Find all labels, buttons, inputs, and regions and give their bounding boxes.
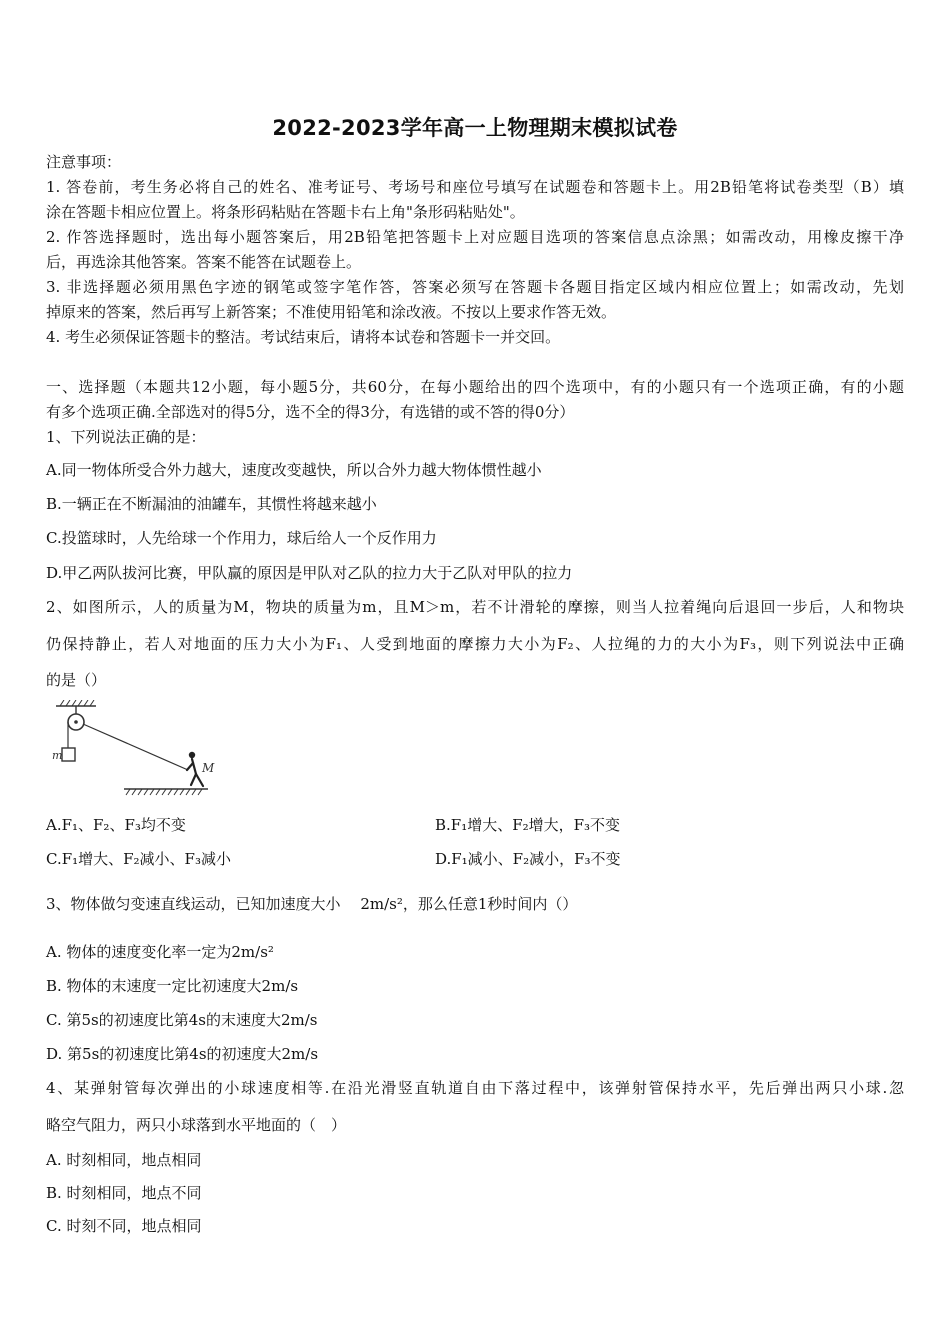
pulley-axle [74,720,78,724]
question-4-option-a: A. 时刻相同，地点相同 [46,1151,202,1169]
question-3-option-a: A. 物体的速度变化率一定为2m/s² [46,943,274,961]
notice-line-4: 后，再选涂其他答案。答案不能答在试题卷上。 [46,253,362,271]
question-1-option-c: C.投篮球时，人先给球一个作用力，球后给人一个反作用力 [46,529,437,547]
notice-line-7: 4. 考生必须保证答题卡的整洁。考试结束后，请将本试卷和答题卡一并交回。 [46,328,561,346]
question-1-option-d: D.甲乙两队拔河比赛，甲队赢的原因是甲队对乙队的拉力大于乙队对甲队的拉力 [46,564,573,582]
notice-line-2: 涂在答题卡相应位置上。将条形码粘贴在答题卡右上角"条形码粘贴处"。 [46,203,525,221]
question-3-stem: 3、物体做匀变速直线运动，已知加速度大小 2m/s²，那么任意1秒时间内（） [46,895,578,913]
person-label: M [202,761,215,775]
question-1-stem: 1、下列说法正确的是： [46,428,206,446]
section-heading-line-2: 有多个选项正确.全部选对的得5分，选不全的得3分，有选错的或不答的得0分） [46,403,575,421]
ground-hatch [126,789,202,795]
question-2-option-a: A.F₁、F₂、F₃均不变 [46,816,186,834]
question-4-stem-line-1: 4、某弹射管每次弹出的小球速度相等.在沿光滑竖直轨道自由下落过程中，该弹射管保持水平，先后弹出两只小球.忽 [46,1079,904,1097]
notice-line-5: 3. 非选择题必须用黑色字迹的钢笔或签字笔作答，答案必须写在答题卡各题目指定区域内相应位置上；如需改动，先划 [46,278,904,296]
question-2-option-b: B.F₁增大、F₂增大，F₃不变 [435,816,621,834]
block-label: m [52,749,63,762]
question-1-option-a: A.同一物体所受合外力越大，速度改变越快，所以合外力越大物体惯性越小 [46,461,542,479]
question-3-option-c: C. 第5s的初速度比第4s的末速度大2m/s [46,1011,318,1029]
rope-diagonal [83,724,188,770]
notice-line-1: 1. 答卷前，考生务必将自己的姓名、准考证号、考场号和座位号填写在试题卷和答题卡上。用2B铅笔将试卷类型（B）填 [46,178,904,196]
question-3-option-b: B. 物体的末速度一定比初速度大2m/s [46,977,299,995]
question-2-option-d: D.F₁减小、F₂减小，F₃不变 [435,850,621,868]
question-2-stem-line-1: 2、如图所示，人的质量为M，物块的质量为m，且M＞m，若不计滑轮的摩擦，则当人拉着绳向后退回一步后，人和物块 [46,598,904,616]
question-4-option-b: B. 时刻相同，地点不同 [46,1184,202,1202]
question-1-option-b: B.一辆正在不断漏油的油罐车，其惯性将越来越小 [46,495,377,513]
ceiling-hatch [60,700,94,706]
pulley-figure [52,700,222,802]
notice-heading: 注意事项： [46,153,122,171]
question-4-option-c: C. 时刻不同，地点相同 [46,1217,202,1235]
notice-line-3: 2. 作答选择题时，选出每小题答案后，用2B铅笔把答题卡上对应题目选项的答案信息点涂黑；如需改动，用橡皮擦干净 [46,228,904,246]
question-4-stem-line-2: 略空气阻力，两只小球落到水平地面的（ ） [46,1116,347,1134]
question-2-stem-line-2: 仍保持静止，若人对地面的压力大小为F₁、人受到地面的摩擦力大小为F₂、人拉绳的力的大小为F₃，则下列说法中正确 [46,635,904,653]
page-title: 2022-2023学年高一上物理期末模拟试卷 [272,116,678,140]
block-m [62,748,75,761]
person-figure [187,752,203,786]
question-2-option-c: C.F₁增大、F₂减小、F₃减小 [46,850,231,868]
question-3-option-d: D. 第5s的初速度比第4s的初速度大2m/s [46,1045,319,1063]
section-heading-line-1: 一、选择题（本题共12小题，每小题5分，共60分，在每小题给出的四个选项中，有的小题只有一个选项正确，有的小题 [46,378,904,396]
question-2-stem-line-3: 的是（） [46,671,107,689]
notice-line-6: 掉原来的答案，然后再写上新答案；不准使用铅笔和涂改液。不按以上要求作答无效。 [46,303,617,321]
